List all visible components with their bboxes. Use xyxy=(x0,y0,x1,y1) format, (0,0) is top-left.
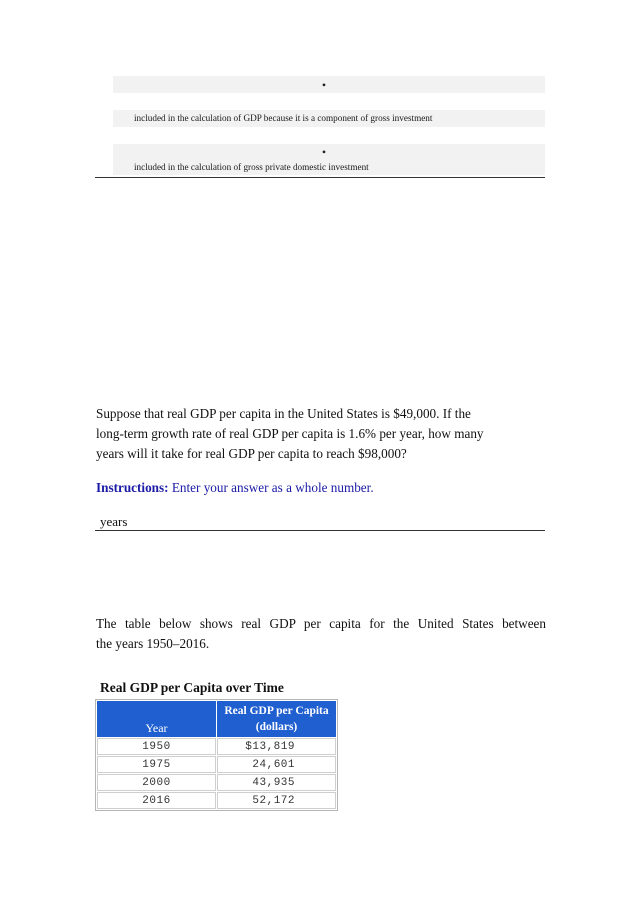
cell-gdp: $13,819 xyxy=(217,738,336,755)
header-gdp-line-1: Real GDP per Capita xyxy=(224,705,329,717)
option-3-radio[interactable]: • xyxy=(321,145,327,159)
cell-year: 2000 xyxy=(97,774,216,791)
question-text xyxy=(96,404,546,464)
gdp-table xyxy=(95,699,338,811)
option-2-label: included in the calculation of GDP because it is a component of gross investment xyxy=(134,113,433,123)
cell-gdp: 52,172 xyxy=(217,792,336,809)
table-row xyxy=(97,756,336,773)
question-line-1: Suppose that real GDP per capita in the United States is $49,000. If the xyxy=(96,406,471,421)
table-intro xyxy=(96,614,546,654)
instructions-text: Enter your answer as a whole number. xyxy=(168,480,374,495)
question-line-3: years will it take for real GDP per capita to reach $98,000? xyxy=(96,446,407,461)
header-gdp xyxy=(217,701,336,737)
question-line-2: long-term growth rate of real GDP per capita is 1.6% per year, how many xyxy=(96,426,484,441)
answer-underline xyxy=(95,530,545,531)
table-row xyxy=(97,792,336,809)
option-1-radio[interactable]: • xyxy=(321,78,327,92)
instructions xyxy=(96,480,374,496)
instructions-label: Instructions: xyxy=(96,480,169,495)
table-header-row xyxy=(97,701,336,737)
table-row xyxy=(97,774,336,791)
option-3-label: included in the calculation of gross private domestic investment xyxy=(134,162,369,172)
header-gdp-line-2: (dollars) xyxy=(255,721,298,733)
cell-year: 1975 xyxy=(97,756,216,773)
option-1-band[interactable] xyxy=(113,76,545,93)
header-year: Year xyxy=(97,701,216,737)
cell-year: 1950 xyxy=(97,738,216,755)
cell-gdp: 24,601 xyxy=(217,756,336,773)
table-intro-line-2: the years 1950–2016. xyxy=(96,636,210,651)
table-row xyxy=(97,738,336,755)
table-title: Real GDP per Capita over Time xyxy=(100,680,284,695)
table-intro-line-1: The table below shows real GDP per capita for the United States between xyxy=(96,616,546,631)
options-divider xyxy=(95,177,545,178)
answer-unit-label: years xyxy=(100,514,128,529)
cell-gdp: 43,935 xyxy=(217,774,336,791)
cell-year: 2016 xyxy=(97,792,216,809)
